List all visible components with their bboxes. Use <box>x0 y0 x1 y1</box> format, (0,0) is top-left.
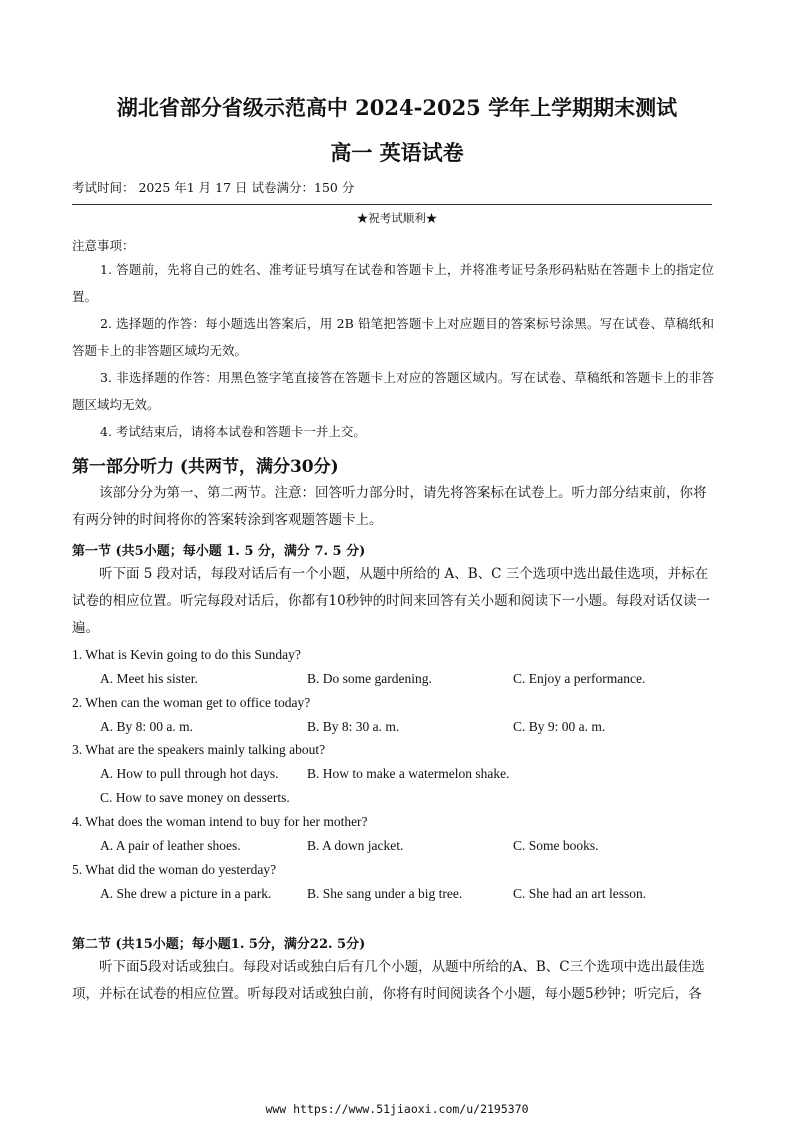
option-a: A. A pair of leather shoes. <box>100 838 241 853</box>
option-c: C. How to save money on desserts. <box>100 790 290 805</box>
option-c: C. By 9: 00 a. m. <box>513 719 606 734</box>
option-b: B. A down jacket. <box>307 838 404 853</box>
option-c: C. She had an art lesson. <box>513 886 647 901</box>
page-title: 湖北省部分省级示范高中 2024-2025 学年上学期期末测试 <box>116 95 678 120</box>
option-b: B. How to make a watermelon shake. <box>307 766 510 781</box>
option-a: A. How to pull through hot days. <box>100 766 279 781</box>
section1-heading: 第一节 (共5小题；每小题 1. 5 分，满分 7. 5 分) <box>72 544 366 559</box>
exam-info: 考试时间： 2025 年1 月 17 日 试卷满分：150 分 <box>72 180 355 195</box>
option-b: B. Do some gardening. <box>307 671 432 686</box>
question-stem: 5. What did the woman do yesterday? <box>72 862 277 877</box>
question-stem: 4. What does the woman intend to buy for her mother? <box>72 814 368 829</box>
option-b: B. She sang under a big tree. <box>307 886 463 901</box>
option-a: A. By 8: 00 a. m. <box>100 719 193 734</box>
question-stem: 1. What is Kevin going to do this Sunday? <box>72 647 301 662</box>
good-luck-line: ★祝考试顺利★ <box>356 211 438 225</box>
notice-item: 3. 非选择题的作答：用黑色签字笔直接答在答题卡上对应的答题区域内。写在试卷、草稿纸和答题卡上的非答题区域均无效。 <box>72 370 714 412</box>
part1-heading: 第一部分听力 (共两节，满分30分) <box>72 457 339 477</box>
option-a: A. She drew a picture in a park. <box>100 886 272 901</box>
option-a: A. Meet his sister. <box>100 671 198 686</box>
question-stem: 2. When can the woman get to office today? <box>72 695 311 710</box>
section1-intro: 听下面 5 段对话，每段对话后有一个小题，从题中所给的 A、B、C 三个选项中选出最佳选项，并标在试卷的相应位置。听完每段对话后，你都有10秒钟的时间来回答有关小题和阅读下一小题。每段对话仅读一遍。 <box>72 566 711 636</box>
option-c: C. Some books. <box>513 838 599 853</box>
footer-url[interactable]: www https://www.51jiaoxi.com/u/2195370 <box>265 1102 529 1116</box>
question-stem: 3. What are the speakers mainly talking about? <box>72 742 326 757</box>
part1-intro: 该部分分为第一、第二两节。注意：回答听力部分时，请先将答案标在试卷上。听力部分结束前，你将有两分钟的时间将你的答案转涂到客观题答题卡上。 <box>72 485 707 528</box>
notice-item: 2. 选择题的作答：每小题选出答案后，用 2B 铅笔把答题卡上对应题目的答案标号涂黑。写在试卷、草稿纸和答题卡上的非答题区域均无效。 <box>72 316 714 358</box>
notice-item: 4. 考试结束后，请将本试卷和答题卡一并上交。 <box>100 424 366 439</box>
header-divider <box>72 204 712 205</box>
notice-heading: 注意事项： <box>72 238 135 253</box>
option-b: B. By 8: 30 a. m. <box>307 719 400 734</box>
option-c: C. Enjoy a performance. <box>513 671 646 686</box>
notice-item: 1. 答题前，先将自己的姓名、准考证号填写在试卷和答题卡上，并将准考证号条形码粘贴在答题卡上的指定位置。 <box>72 262 714 304</box>
section2-intro: 听下面5段对话或独白。每段对话或独白后有几个小题，从题中所给的A、B、C三个选项中选出最佳选项，并标在试卷的相应位置。听每段对话或独白前，你将有时间阅读各个小题，每小题5秒钟；听完后，各 <box>72 959 705 1002</box>
page-subtitle: 高一 英语试卷 <box>330 140 464 165</box>
section2-heading: 第二节 (共15小题；每小题1. 5分，满分22. 5分) <box>72 937 366 952</box>
